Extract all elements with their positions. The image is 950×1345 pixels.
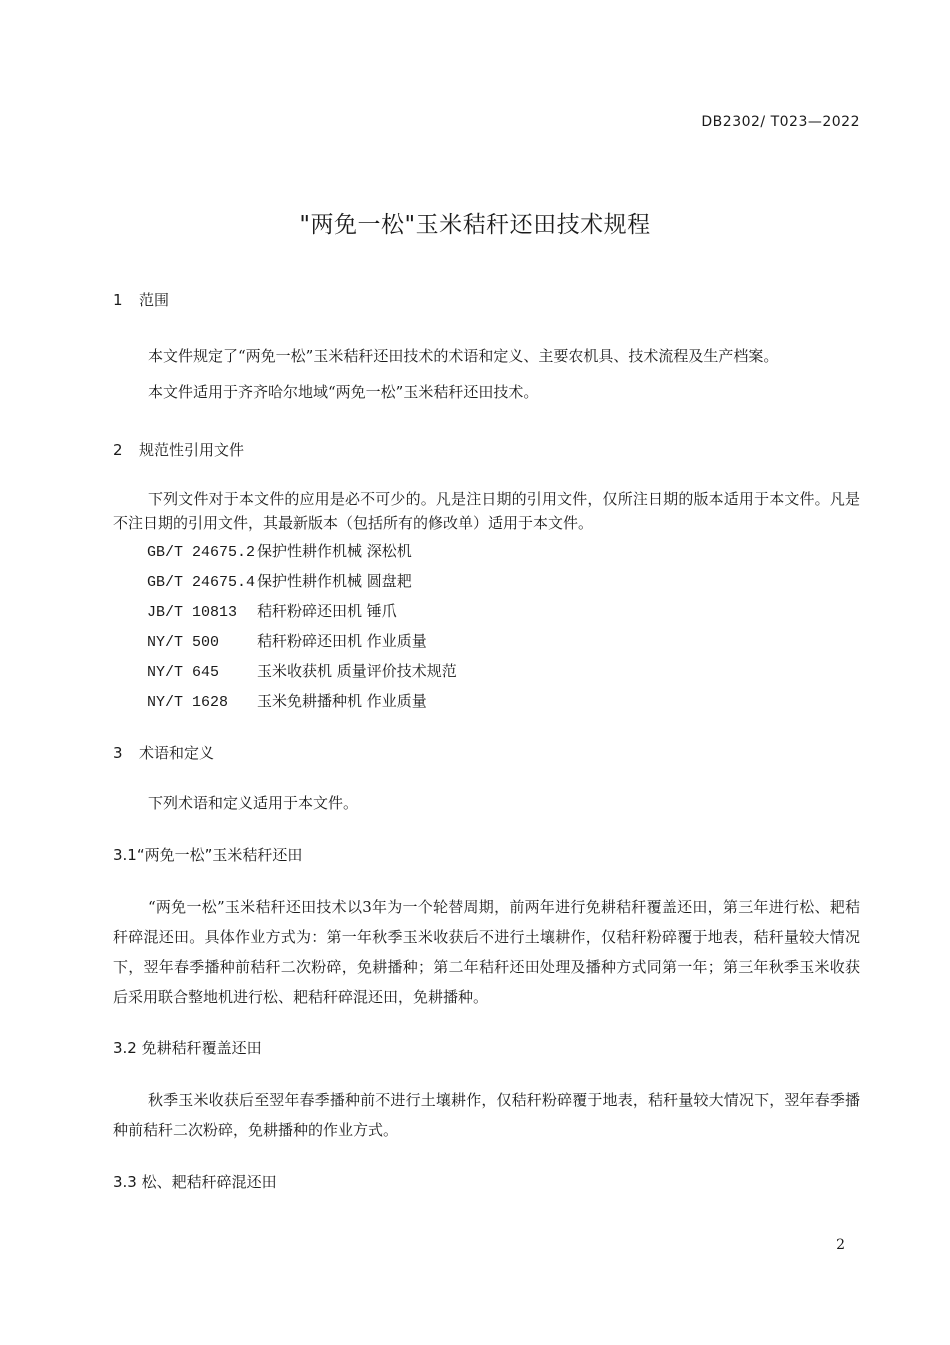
reference-title: 玉米免耕播种机 作业质量 <box>257 692 427 710</box>
section-1-paragraph-2: 本文件适用于齐齐哈尔地域“两免一松”玉米秸秆还田技术。 <box>148 383 539 401</box>
subsection-3-1-body: “两免一松”玉米秸秆还田技术以3年为一个轮替周期，前两年进行免耕秸秆覆盖还田，第三年进行松、耙秸秆碎混还田。具体作业方式为：第一年秋季玉米收获后不进行土壤耕作，仅秸秆粉碎覆于地表，秸秆量较大情况下，翌年春季播种前秸秆二次粉碎，免耕播种；第二年秸秆还田处理及播种方式同第一年；第三年秋季玉米收获后采用联合整地机进行松、耙秸秆碎混还田，免耕播种。 <box>113 898 860 1006</box>
reference-title: 秸秆粉碎还田机 锤爪 <box>257 602 397 620</box>
reference-item <box>147 660 457 681</box>
document-title: "两免一松"玉米秸秆还田技术规程 <box>299 212 651 238</box>
reference-item <box>147 690 427 711</box>
section-2-number: 2 <box>113 441 123 459</box>
reference-code: GB/T 24675.2 <box>147 544 256 561</box>
reference-item <box>147 570 412 591</box>
section-3-heading <box>113 742 214 763</box>
reference-item <box>147 600 397 621</box>
reference-title: 秸秆粉碎还田机 作业质量 <box>257 632 427 650</box>
reference-code: JB/T 10813 <box>147 604 238 621</box>
section-1-paragraph-1: 本文件规定了“两免一松”玉米秸秆还田技术的术语和定义、主要农机具、技术流程及生产档案。 <box>148 347 779 365</box>
reference-code: NY/T 645 <box>147 664 220 681</box>
reference-item <box>147 630 427 651</box>
subsection-3-3-heading: 3.3 松、耙秸秆碎混还田 <box>113 1173 277 1191</box>
page-number: 2 <box>836 1237 845 1253</box>
reference-title: 玉米收获机 质量评价技术规范 <box>257 662 457 680</box>
section-3-number: 3 <box>113 744 123 762</box>
reference-code: NY/T 500 <box>147 634 220 651</box>
section-2-heading <box>113 439 244 460</box>
document-number: DB2302/ T023—2022 <box>701 114 860 130</box>
reference-title: 保护性耕作机械 深松机 <box>257 542 412 560</box>
section-2-intro: 下列文件对于本文件的应用是必不可少的。凡是注日期的引用文件，仅所注日期的版本适用于本文件。凡是不注日期的引用文件，其最新版本（包括所有的修改单）适用于本文件。 <box>113 490 860 532</box>
section-1-title: 范围 <box>139 291 170 309</box>
section-3-title: 术语和定义 <box>139 744 215 762</box>
subsection-3-2-body: 秋季玉米收获后至翌年春季播种前不进行土壤耕作，仅秸秆粉碎覆于地表，秸秆量较大情况下，翌年春季播种前秸秆二次粉碎，免耕播种的作业方式。 <box>113 1091 860 1139</box>
section-3-intro: 下列术语和定义适用于本文件。 <box>148 794 359 812</box>
section-1-number: 1 <box>113 291 123 309</box>
section-1-heading <box>113 289 169 310</box>
reference-code: GB/T 24675.4 <box>147 574 256 591</box>
section-2-title: 规范性引用文件 <box>139 441 245 459</box>
reference-item <box>147 540 412 561</box>
reference-code: NY/T 1628 <box>147 694 229 711</box>
subsection-3-2-heading: 3.2 免耕秸秆覆盖还田 <box>113 1039 262 1057</box>
reference-title: 保护性耕作机械 圆盘耙 <box>257 572 412 590</box>
subsection-3-1-heading: 3.1“两免一松”玉米秸秆还田 <box>113 846 303 864</box>
